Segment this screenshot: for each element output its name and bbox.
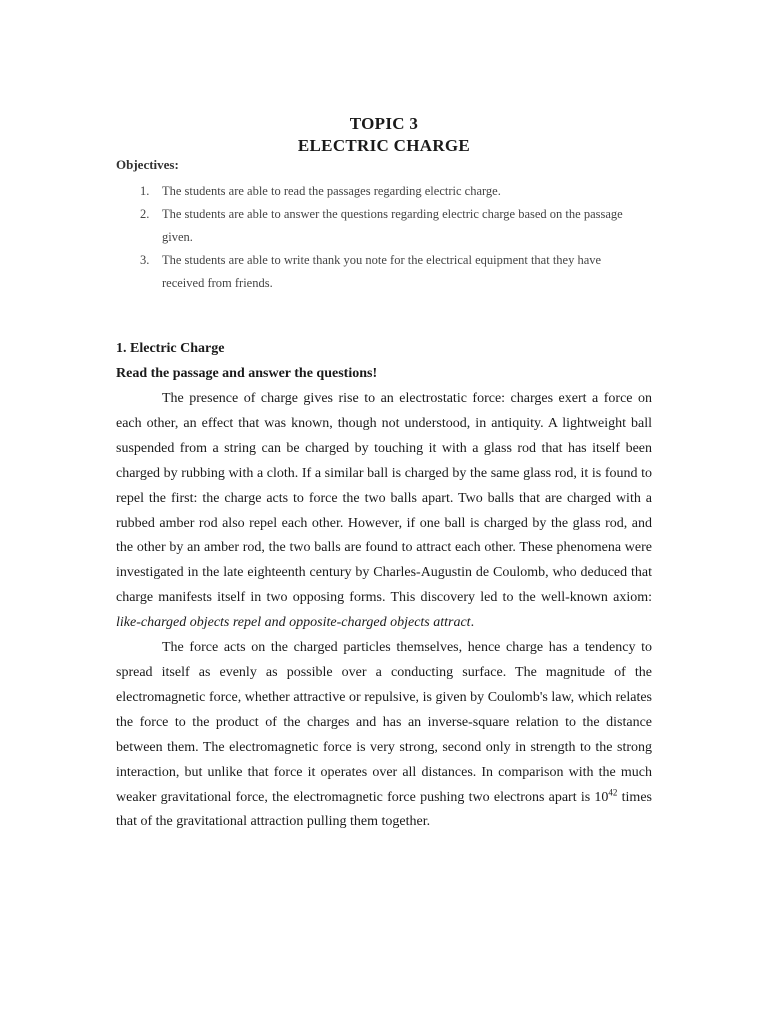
paragraph-end: times that of the gravitational attraction pulling them together. xyxy=(116,789,652,830)
topic-number: TOPIC 3 xyxy=(349,114,419,133)
objective-number: 3. xyxy=(140,253,150,267)
objectives-heading: Objectives: xyxy=(116,157,179,172)
objective-item xyxy=(116,203,646,249)
passage-paragraph-1 xyxy=(116,387,652,636)
section-heading: 1. Electric Charge xyxy=(116,341,225,356)
power-exponent: 42 xyxy=(608,786,618,797)
page-title: ELECTRIC CHARGE xyxy=(297,136,471,155)
reading-passage xyxy=(116,387,652,835)
passage-paragraph-2 xyxy=(116,636,652,835)
paragraph-text: The force acts on the charged particles themselves, hence charge has a tendency to spread itself as evenly as possible over a conducting surface. The magnitude of the electromagnetic force, whether attractive or repulsive, is given by Coulomb's law, which relates the force to the product of the charges and has an inverse-square relation to the distance between them. The electromagnetic force is very strong, second only in strength to the strong interaction, but unlike that force it operates over all distances. In comparison with the much weaker gravitational force, the electromagnetic force pushing two electrons apart is xyxy=(116,640,652,805)
paragraph-end: . xyxy=(470,615,475,631)
objective-item xyxy=(116,249,646,295)
instruction-text: Read the passage and answer the questions! xyxy=(116,366,378,381)
objective-item xyxy=(116,180,646,203)
objective-number: 1. xyxy=(140,184,150,198)
objective-number: 2. xyxy=(140,207,150,221)
axiom-text: like-charged objects repel and opposite-charged objects attract xyxy=(116,615,471,631)
paragraph-text: The presence of charge gives rise to an electrostatic force: charges exert a force on each other, an effect that was known, though not understood, in antiquity. A lightweight ball suspended from a string can be charged by touching it with a glass rod that has itself been charged by rubbing with a cloth. If a similar ball is charged by the same glass rod, it is found to repel the first: the charge acts to force the two balls apart. Two balls that are charged with a rubbed amber rod also repel each other. However, if one ball is charged by the glass rod, and the other by an amber rod, the two balls are found to attract each other. These phenomena were investigated in the late eighteenth century by Charles-Augustin de Coulomb, who deduced that charge manifests itself in two opposing forms. This discovery led to the well-known axiom: xyxy=(116,391,652,606)
objectives-list xyxy=(116,180,646,295)
objective-text: The students are able to read the passages regarding electric charge. xyxy=(162,184,501,198)
objective-text: The students are able to answer the questions regarding electric charge based on the passage given. xyxy=(162,207,623,244)
power-base: 10 xyxy=(594,789,609,805)
objective-text: The students are able to write thank you note for the electrical equipment that they have received from friends. xyxy=(162,253,602,290)
